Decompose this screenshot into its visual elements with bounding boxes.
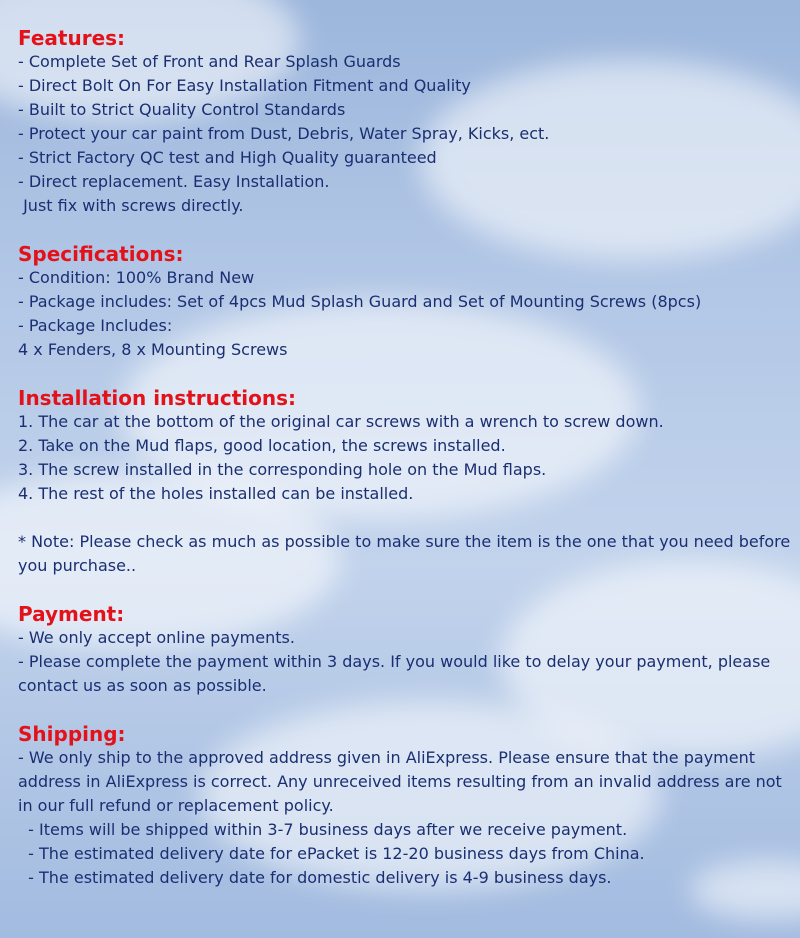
specifications-line: - Package Includes: [18, 316, 173, 335]
installation-step: 1. The car at the bottom of the original car screws with a wrench to screw down. [18, 412, 664, 431]
features-line: - Complete Set of Front and Rear Splash Guards [18, 52, 401, 71]
payment-heading: Payment: [18, 602, 125, 626]
shipping-line: - The estimated delivery date for domestic delivery is 4-9 business days. [18, 868, 612, 887]
features-line: Just fix with screws directly. [18, 196, 244, 215]
features-heading: Features: [18, 26, 126, 50]
installation-step: 3. The screw installed in the corresponding hole on the Mud flaps. [18, 460, 547, 479]
payment-line: - Please complete the payment within 3 days. If you would like to delay your payment, please contact us as soon as possible. [18, 652, 771, 695]
specifications-heading: Specifications: [18, 242, 184, 266]
product-description [18, 26, 793, 890]
installation-step: 2. Take on the Mud flaps, good location, the screws installed. [18, 436, 506, 455]
specifications-line: - Condition: 100% Brand New [18, 268, 255, 287]
features-section [18, 26, 793, 218]
specifications-line: 4 x Fenders, 8 x Mounting Screws [18, 340, 288, 359]
features-line: - Direct Bolt On For Easy Installation Fitment and Quality [18, 76, 471, 95]
features-line: - Direct replacement. Easy Installation. [18, 172, 330, 191]
features-line: - Protect your car paint from Dust, Debris, Water Spray, Kicks, ect. [18, 124, 550, 143]
shipping-line: - Items will be shipped within 3-7 business days after we receive payment. [18, 820, 628, 839]
features-line: - Strict Factory QC test and High Quality guaranteed [18, 148, 437, 167]
specifications-section [18, 242, 793, 362]
installation-heading: Installation instructions: [18, 386, 297, 410]
shipping-section [18, 722, 793, 890]
specifications-line: - Package includes: Set of 4pcs Mud Splash Guard and Set of Mounting Screws (8pcs) [18, 292, 702, 311]
installation-step: 4. The rest of the holes installed can be installed. [18, 484, 414, 503]
shipping-line: - The estimated delivery date for ePacket is 12-20 business days from China. [18, 844, 645, 863]
features-line: - Built to Strict Quality Control Standards [18, 100, 346, 119]
payment-section [18, 602, 793, 698]
shipping-heading: Shipping: [18, 722, 126, 746]
payment-line: - We only accept online payments. [18, 628, 295, 647]
purchase-note: * Note: Please check as much as possible to make sure the item is the one that you need before you purchase.. [18, 532, 791, 575]
shipping-line: - We only ship to the approved address given in AliExpress. Please ensure that the payment address in AliExpress is correct. Any unreceived items resulting from an invalid address are not in our full refund or replacement policy. [18, 748, 782, 815]
installation-section [18, 386, 793, 506]
